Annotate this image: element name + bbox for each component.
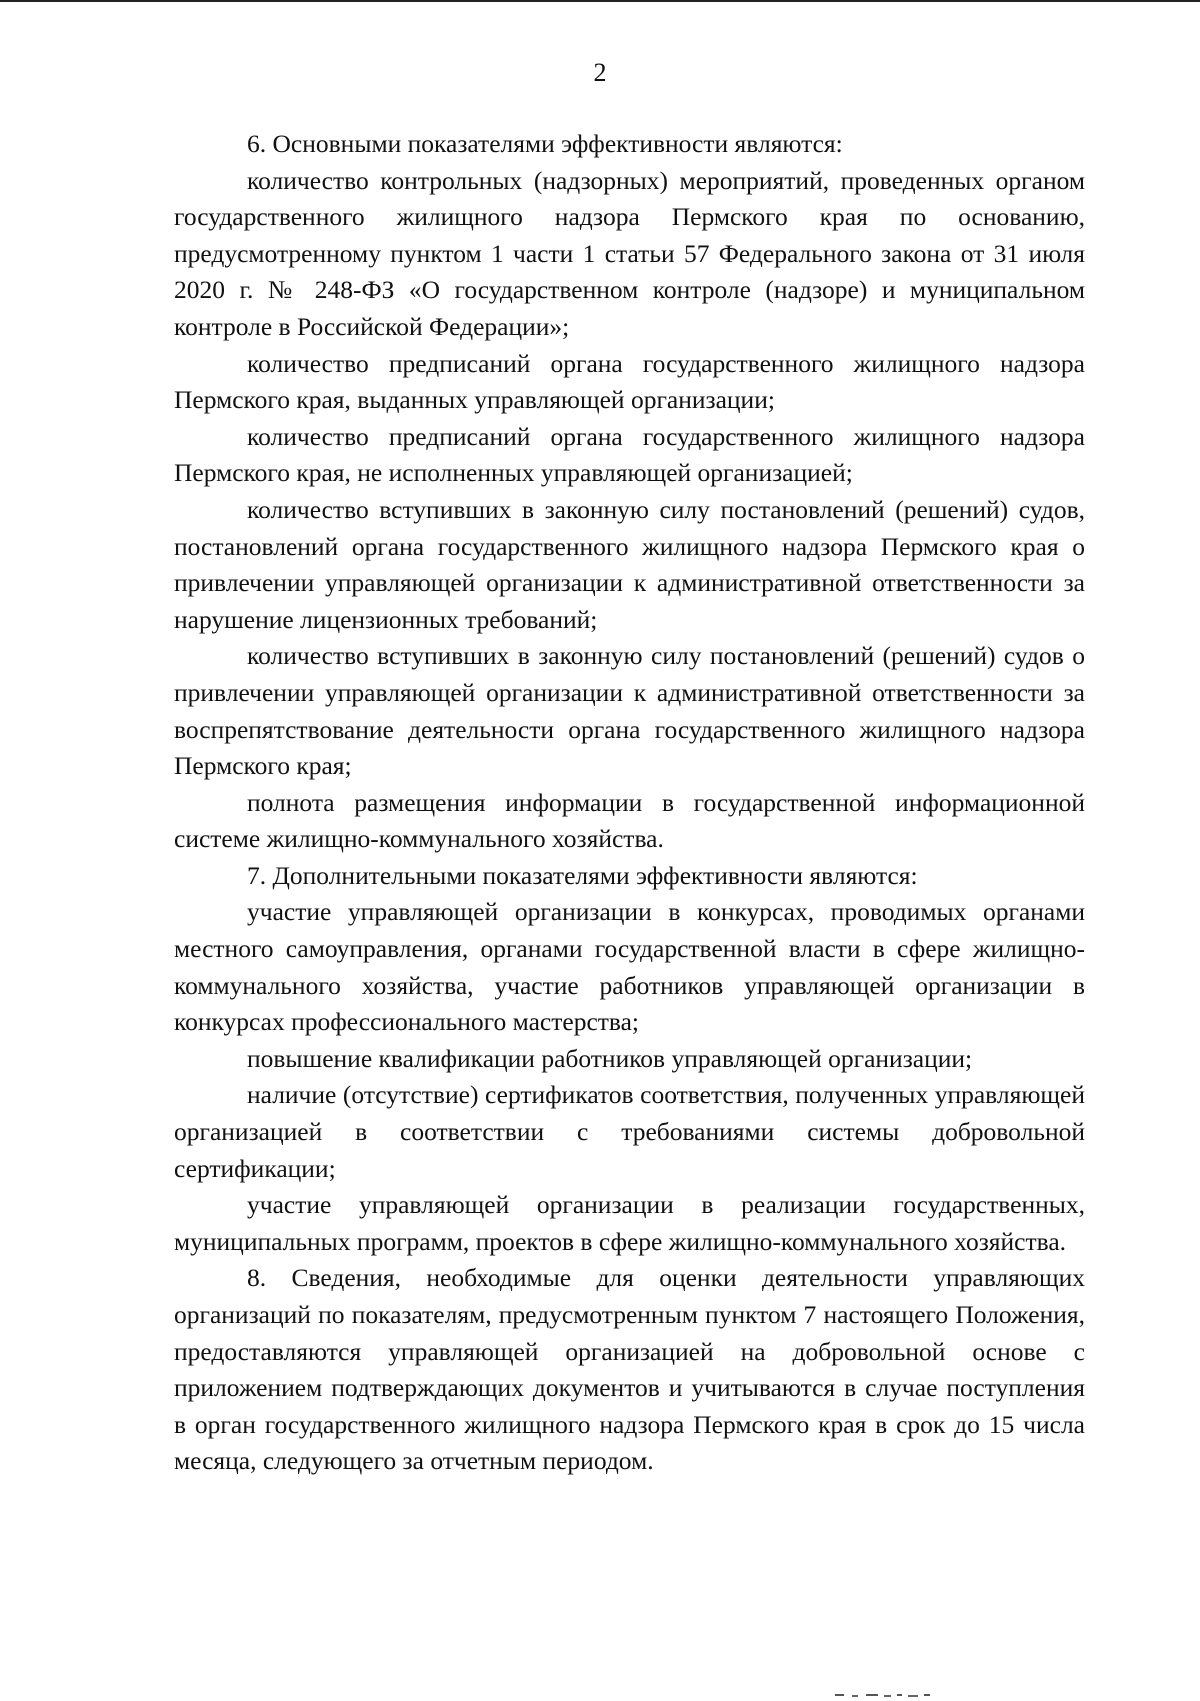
document-body (174, 126, 1085, 1480)
scan-artifact-specks (0, 1680, 1200, 1701)
paragraph-item-7-heading: 7. Дополнительными показателями эффективности являются: (247, 860, 918, 890)
paragraph-item-6-heading: 6. Основными показателями эффективности являются: (247, 129, 843, 158)
paragraph-certificates: наличие (отсутствие) сертификатов соответствия, полученных управляющей организацией в соответствии с требованиями системы добровольной сертификации; (174, 1080, 1085, 1183)
paragraph-contests: участие управляющей организации в конкурсах, проводимых органами местного самоуправления, органами государственной власти в сфере жилищно-коммунального хозяйства, участие работников управляющей организации в конкурсах профессионального мастерства; (174, 897, 1085, 1037)
scan-top-edge (0, 0, 1200, 2)
paragraph-programs: участие управляющей организации в реализации государственных, муниципальных программ, проектов в сфере жилищно-коммунального хозяйства. (174, 1190, 1085, 1256)
paragraph-control-measures: количество контрольных (надзорных) мероприятий, проведенных органом государственного жилищного надзора Пермского края по основанию, предусмотренному пунктом 1 части 1 статьи 57 Федерального закона от 31 июля 2020 г. № 248-ФЗ «О государственном контроле (надзоре) и муниципальном контроле в Российской Федерации»; (174, 165, 1085, 341)
paragraph-issued-orders: количество предписаний органа государственного жилищного надзора Пермского края, выданных управляющей организации; (174, 348, 1085, 415)
paragraph-item-8: 8. Сведения, необходимые для оценки деятельности управляющих организаций по показателям, предусмотренным пунктом 7 настоящего Положения, предоставляются управляющей организацией на добровольной основе с приложением подтверждающих документов и учитываются в случае поступления в орган государственного жилищного надзора Пермского края в срок до 15 числа месяца, следующего за отчетным периодом. (174, 1263, 1085, 1476)
paragraph-obstruction: количество вступивших в законную силу постановлений (решений) судов о привлечении управляющей организации к административной ответственности за воспрепятствование деятельности органа государственного жилищного надзора Пермского края; (174, 641, 1085, 781)
paragraph-gis-information: полнота размещения информации в государственной информационной системе жилищно-коммунального хозяйства. (174, 787, 1085, 854)
paragraph-qualification: повышение квалификации работников управляющей организации; (247, 1043, 973, 1073)
paragraph-unfulfilled-orders: количество предписаний органа государственного жилищного надзора Пермского края, не исполненных управляющей организацией; (174, 421, 1085, 488)
page-number: 2 (593, 58, 607, 87)
paragraph-license-violations: количество вступивших в законную силу постановлений (решений) судов, постановлений органа государственного жилищного надзора Пермского края о привлечении управляющей организации к административной ответственности за нарушение лицензионных требований; (174, 494, 1085, 634)
